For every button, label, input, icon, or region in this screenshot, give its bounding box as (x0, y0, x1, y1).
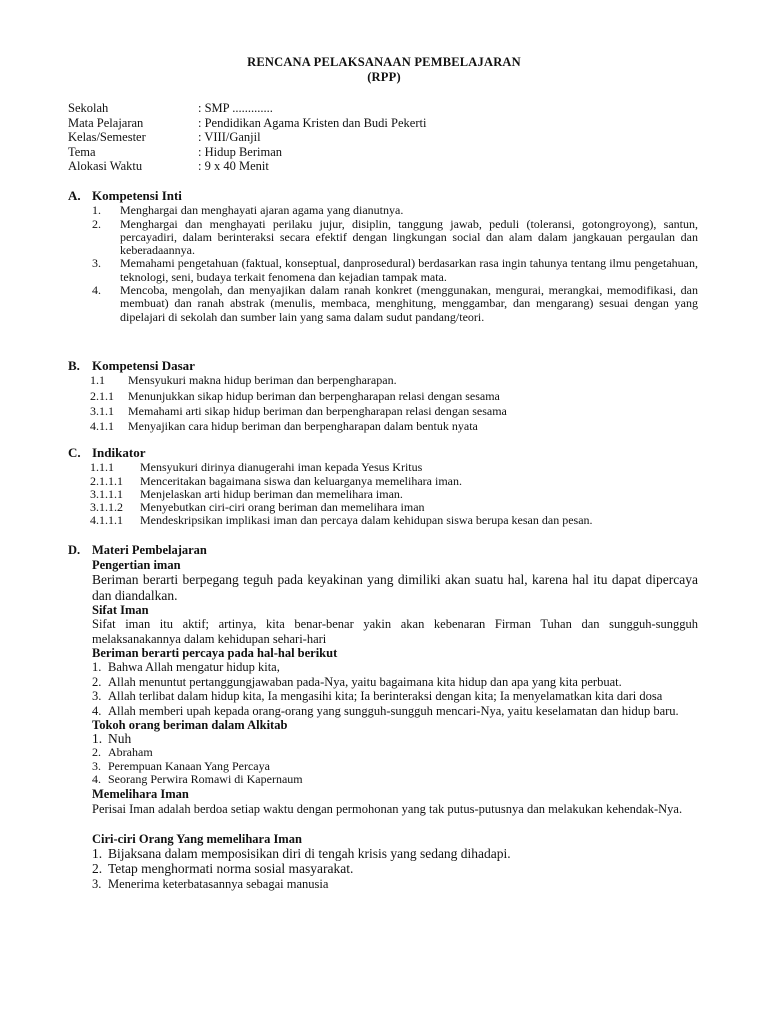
item-text: Menunjukkan sikap hidup beriman dan berpengharapan relasi dengan sesama (128, 388, 500, 403)
list-item (92, 773, 698, 787)
spacer (92, 818, 698, 832)
list-item (68, 257, 698, 284)
list-item (68, 204, 698, 217)
list-item (68, 501, 698, 514)
list-item (68, 475, 698, 488)
section-letter: B. (68, 358, 80, 373)
item-text: Bijaksana dalam memposisikan diri di tengah krisis yang sedang dihadapi. (108, 845, 511, 861)
list-item (68, 218, 698, 258)
item-number: 4.1.1 (90, 419, 114, 434)
memelihara-text: Perisai Iman adalah berdoa setiap waktu dengan permohonan yang tak putus-putusnya dan melakukan kehendak-Nya. (92, 801, 683, 816)
identity-row-theme (68, 145, 426, 160)
item-text: Menyebutkan ciri-ciri orang beriman dan memelihara iman (140, 500, 425, 515)
item-number: 1.1.1 (90, 460, 114, 475)
item-text: Menghargai dan menghayati ajaran agama yang dianutnya. (120, 203, 404, 218)
list-item (92, 877, 698, 892)
section-title: Indikator (92, 445, 146, 460)
item-number: 3. (92, 256, 101, 271)
identity-label: Tema (68, 144, 96, 159)
list-item (68, 405, 698, 418)
list-item (68, 420, 698, 433)
item-text: Allah terlibat dalam hidup kita, Ia mengasihi kita; Ia berinteraksi dengan kita; Ia menyelamatkan kita dari dosa (108, 689, 663, 703)
item-text: Seorang Perwira Romawi di Kapernaum (108, 772, 303, 786)
section-letter: D. (68, 543, 81, 557)
section-heading (68, 544, 698, 557)
item-text: Tetap menghormati norma sosial masyarakat. (108, 861, 354, 876)
item-text: Menghargai dan menghayati perilaku jujur, disiplin, tanggung jawab, peduli (toleransi, gotongroyong), santun, percayadiri, dalam berinteraksi secara efektif dengan lingkungan social dan alam dalam jangkauan pergaulan dan keberadaannya. (120, 216, 698, 258)
section-title: Kompetensi Inti (92, 188, 182, 203)
tokoh-heading: Tokoh orang beriman dalam Alkitab (92, 718, 288, 732)
list-item (92, 760, 698, 774)
document-title: RENCANA PELAKSANAAN PEMBELAJARAN (247, 55, 521, 69)
item-text: Memahami arti sikap hidup beriman dan berpengharapan relasi dengan sesama (128, 403, 507, 418)
percaya-heading: Beriman berarti percaya pada hal-hal berikut (92, 646, 338, 660)
list-item (68, 461, 698, 474)
item-number: 3. (92, 689, 102, 703)
list-item (92, 704, 698, 719)
section-heading (68, 359, 698, 372)
pengertian-text: Beriman berarti berpegang teguh pada keyakinan yang dimiliki akan suatu hal, karena hal itu dapat dipercaya dan diandalkan. (92, 572, 698, 603)
item-text: Memahami pengetahuan (faktual, konseptual, danprosedural) berdasarkan rasa ingin tahunya tentang ilmu pengetahuan, teknologi, seni, budaya terkait fenomena dan kejadian tampak mata. (120, 256, 698, 284)
section-title: Kompetensi Dasar (92, 358, 195, 373)
section-kompetensi-inti (68, 189, 698, 324)
item-number: 3. (92, 758, 101, 773)
sifat-heading: Sifat Iman (92, 603, 149, 617)
list-item (92, 675, 698, 690)
identity-value: : Pendidikan Agama Kristen dan Budi Pekerti (198, 115, 427, 130)
identity-block (68, 101, 426, 174)
item-number: 2.1.1.1 (90, 473, 123, 488)
memelihara-heading: Memelihara Iman (92, 786, 189, 801)
item-number: 4. (92, 283, 101, 298)
identity-row-subject (68, 116, 426, 131)
item-number: 4. (92, 703, 102, 718)
identity-value: : 9 x 40 Menit (198, 159, 269, 174)
section-materi (68, 544, 698, 559)
item-text: Menyajikan cara hidup beriman dan berpengharapan dalam bentuk nyata (128, 419, 478, 434)
identity-row-time (68, 159, 426, 174)
item-number: 4. (92, 772, 101, 786)
section-letter: C. (68, 445, 81, 460)
identity-label: Kelas/Semester (68, 130, 146, 145)
list-item (68, 390, 698, 403)
section-kompetensi-dasar (68, 359, 698, 433)
list-item (68, 374, 698, 387)
item-text: Perempuan Kanaan Yang Percaya (108, 758, 270, 773)
identity-label: Mata Pelajaran (68, 115, 144, 130)
list-item (68, 488, 698, 501)
item-number: 3.1.1.1 (90, 486, 123, 501)
list-item (92, 746, 698, 760)
item-number: 4.1.1.1 (90, 513, 123, 528)
item-text: Allah memberi upah kepada orang-orang yang sungguh-sungguh mencari-Nya, yaitu keselamatan dan hidup baru. (108, 703, 679, 718)
item-text: Mensyukuri dirinya dianugerahi iman kepada Yesus Kritus (140, 460, 423, 475)
item-number: 2. (92, 861, 103, 876)
sifat-text: Sifat iman itu aktif; artinya, kita benar-benar yakin akan kebenaran Firman Tuhan dan sungguh-sungguh melaksanakannya dalam kehidupan sehari-hari (92, 617, 698, 646)
item-text: Mendeskripsikan implikasi iman dan percaya dalam kehidupan siswa berupa kesan dan pesan. (140, 513, 593, 528)
list-item (68, 284, 698, 324)
section-heading (68, 446, 698, 459)
item-number: 1. (92, 660, 102, 674)
item-text: Mencoba, mengolah, dan menyajikan dalam ranah konkret (menggunakan, mengurai, merangkai, memodifikasi, dan membuat) dan ranah abstrak (menulis, membaca, menghitung, menggambar, dan mengarang) sesuai dengan yang dipelajari di sekolah dan sumber lain yang sama dalam sudut pandang/teori. (120, 283, 698, 324)
list-item (68, 514, 698, 527)
materi-content (92, 558, 698, 891)
item-text: Menjelaskan arti hidup beriman dan memelihara iman. (140, 486, 403, 501)
item-text: Menerima keterbatasannya sebagai manusia (108, 876, 329, 891)
list-item (92, 732, 698, 746)
section-title: Materi Pembelajaran (92, 543, 207, 557)
ciri-heading: Ciri-ciri Orang Yang memelihara Iman (92, 831, 302, 846)
list-item (92, 861, 698, 877)
pengertian-heading: Pengertian iman (92, 558, 181, 572)
section-indikator (68, 446, 698, 528)
list-item (92, 846, 698, 862)
section-letter: A. (68, 188, 81, 203)
item-number: 2. (92, 745, 101, 759)
section-heading (68, 189, 698, 202)
item-text: Menceritakan bagaimana siswa dan keluarganya memelihara iman. (140, 473, 462, 488)
item-number: 2. (92, 216, 101, 231)
document-subtitle: (RPP) (367, 70, 401, 84)
item-text: Nuh (108, 731, 132, 746)
item-number: 2.1.1 (90, 388, 114, 403)
identity-row-class (68, 130, 426, 145)
item-number: 1. (92, 845, 103, 861)
identity-row-school (68, 101, 426, 116)
identity-label: Alokasi Waktu (68, 159, 143, 174)
item-text: Mensyukuri makna hidup beriman dan berpengharapan. (128, 373, 397, 388)
item-number: 3.1.1.2 (90, 500, 123, 515)
item-number: 1.1 (90, 373, 105, 388)
identity-value: : SMP ............. (198, 101, 273, 115)
item-number: 1. (92, 731, 103, 746)
identity-value: : Hidup Beriman (198, 144, 283, 159)
item-number: 2. (92, 674, 102, 689)
item-text: Abraham (108, 745, 153, 759)
list-item (92, 660, 698, 675)
identity-value: : VIII/Ganjil (198, 130, 261, 145)
item-text: Allah menuntut pertanggungjawaban pada-Nya, yaitu bagaimana kita hidup dan apa yang kita perbuat. (108, 674, 622, 689)
item-number: 3. (92, 876, 102, 891)
identity-label: Sekolah (68, 101, 109, 115)
list-item (92, 689, 698, 704)
item-number: 3.1.1 (90, 403, 114, 418)
item-text: Bahwa Allah mengatur hidup kita, (108, 660, 280, 674)
item-number: 1. (92, 203, 101, 218)
